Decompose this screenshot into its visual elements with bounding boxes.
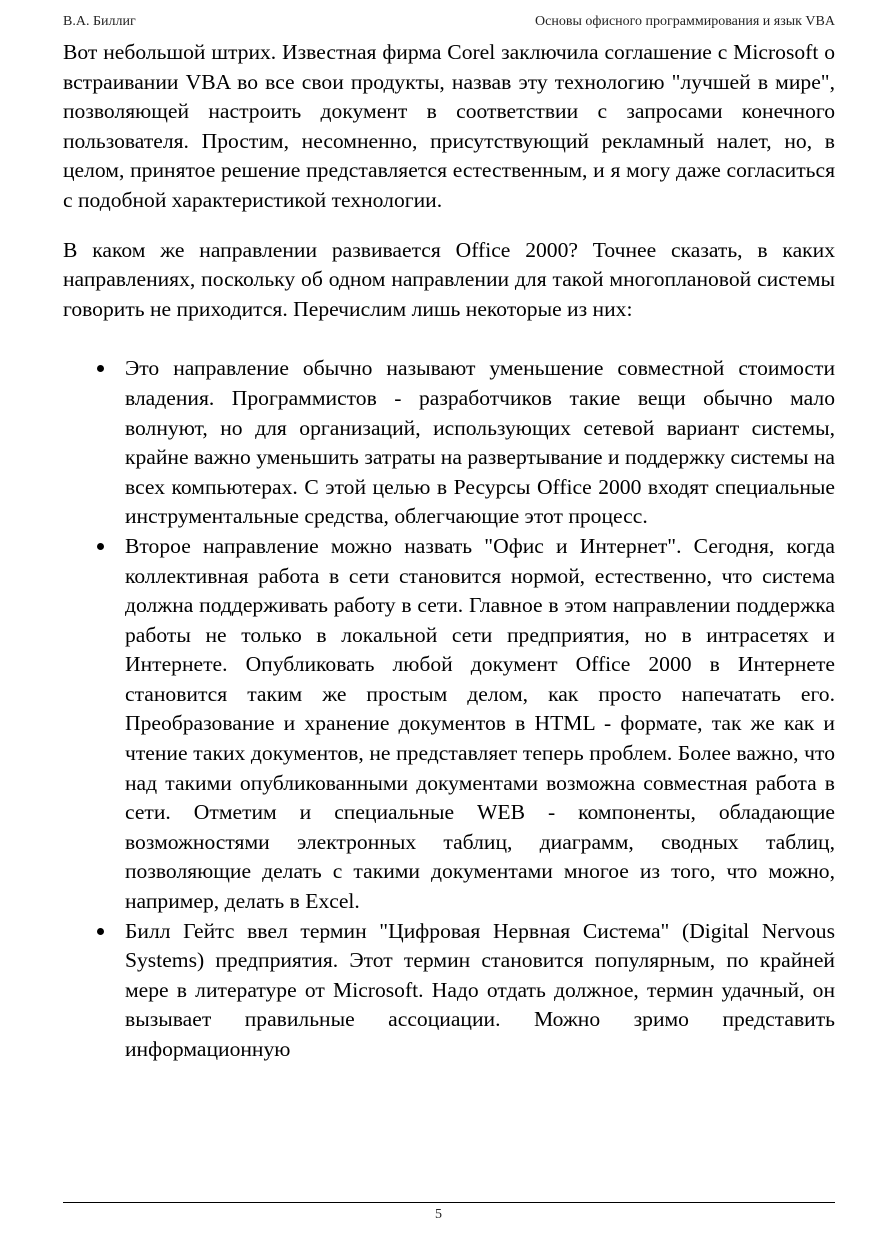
list-item-text: Второе направление можно назвать "Офис и Интернет". Сегодня, когда коллективная работа в сети становится нормой, естественно, что система должна поддерживать работу в сети. Главное в этом направлении поддержка работы не только в локальной сети предприятия, но в интрасетях и Интернете. Опубликовать любой документ Office 2000 в Интернете становится таким же простым делом, как просто напечатать его. Преобразование и хранение документов в HTML - формате, так же как и чтение таких документов, не представляет теперь проблем. Более важно, что над такими опубликованными документами возможна совместная работа в сети. Отметим и специальные WEB - компоненты, обладающие возможностями электронных таблиц, диаграмм, сводных таблиц, позволяющие делать с такими документами многое из того, что можно, например, делать в Excel. bbox=[125, 533, 835, 914]
header-author: В.А. Биллиг bbox=[63, 14, 136, 29]
bullet-list bbox=[63, 354, 835, 1064]
page-number: 5 bbox=[435, 1207, 442, 1222]
list-item bbox=[63, 532, 835, 917]
footer-divider bbox=[63, 1202, 835, 1203]
running-header bbox=[63, 14, 835, 34]
paragraph: В каком же направлении развивается Office 2000? Точнее сказать, в каких направлениях, поскольку об одном направлении для такой многоплановой системы говорить не приходится. Перечислим лишь некоторые из них: bbox=[63, 237, 835, 321]
list-item-text: Это направление обычно называют уменьшение совместной стоимости владения. Программистов - разработчиков такие вещи обычно мало волнуют, но для организаций, использующих сетевой вариант системы, крайне важно уменьшить затраты на развертывание и поддержку системы на всех компьютерах. С этой целью в Ресурсы Office 2000 входят специальные инструментальные средства, облегчающие этот процесс. bbox=[125, 356, 835, 529]
list-item bbox=[63, 354, 835, 532]
bullet-icon bbox=[97, 365, 104, 372]
bullet-icon bbox=[97, 928, 104, 935]
list-item bbox=[63, 917, 835, 1065]
bullet-icon bbox=[97, 543, 104, 550]
list-item-text: Билл Гейтс ввел термин "Цифровая Нервная Система" (Digital Nervous Systems) предприятия. Этот термин становится популярным, по крайней мере в литературе от Microsoft. Надо отдать должное, термин удачный, он вызывает правильные ассоциации. Можно зримо представить информационную bbox=[125, 918, 835, 1061]
page-body bbox=[63, 38, 835, 1065]
header-title: Основы офисного программирования и язык VBA bbox=[535, 14, 835, 29]
paragraph: Вот небольшой штрих. Известная фирма Corel заключила соглашение с Microsoft о встраивании VBA во все свои продукты, назвав эту технологию "лучшей в мире", позволяющей настроить документ в соответствии с запросами конечного пользователя. Простим, несомненно, присутствующий рекламный налет, но, в целом, принятое решение представляется естественным, и я могу даже согласиться с подобной характеристикой технологии. bbox=[63, 40, 835, 212]
